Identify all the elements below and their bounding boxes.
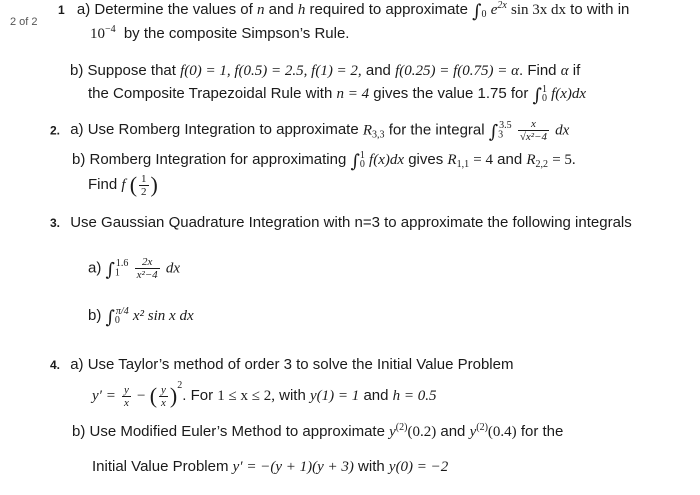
q2b-half-num: 1 xyxy=(141,172,147,185)
q1b-and: and xyxy=(365,62,391,79)
q1a-h: h xyxy=(297,2,306,18)
q3a-dx: dx xyxy=(165,260,181,277)
left-paren-icon: ( xyxy=(129,172,138,197)
q4b-and: and xyxy=(440,423,466,440)
q4a-ode-lhs: y′ = xyxy=(92,388,116,404)
q3b-prefix: b) xyxy=(88,307,102,324)
q4a-frac2-num: y xyxy=(161,383,166,396)
q2b-R11: R xyxy=(447,152,457,168)
integral-sign-icon: ∫ xyxy=(350,151,360,172)
q4b-y1: y xyxy=(389,424,396,440)
q2-line1 xyxy=(50,118,569,143)
q2a-lower: 3 xyxy=(498,129,504,141)
q4b-line1 xyxy=(72,422,563,441)
q4a-frac1 xyxy=(122,384,131,409)
q1a-sin: sin 3x dx xyxy=(510,2,566,18)
q2-number: 2. xyxy=(50,123,61,138)
q1a-text1: Determine the values of xyxy=(94,1,253,18)
q4a-range: 1 ≤ x ≤ 2, xyxy=(217,388,275,404)
q2b-integrand: f(x)dx xyxy=(369,152,405,168)
q1b-text3: if xyxy=(572,62,581,79)
q4a-frac2-den: x xyxy=(161,396,166,409)
q2b-R11-sub: 1,1 xyxy=(456,159,470,170)
q1-line2 xyxy=(90,24,349,43)
q1b-cond: f(0) = 1, f(0.5) = 2.5, f(1) = 2, xyxy=(180,63,362,79)
q1a-prefix: a) xyxy=(76,1,91,18)
q1b-cond2: f(0.25) = f(0.75) = α xyxy=(395,63,519,79)
q3a-num: 2x xyxy=(135,256,160,269)
q1b-alpha: α xyxy=(560,63,569,79)
q4a-ode-line xyxy=(92,380,437,409)
q2a-fraction xyxy=(518,118,549,143)
q2a-R: R xyxy=(362,122,373,139)
q1b-text5: gives the value 1.75 for xyxy=(373,85,529,102)
q2b-line1: b) Romberg Integration for approximating $\int_0^1$ f(x)dx gives $R_{1,1} = 4$ and $R_{2,2} = 5$. xyxy=(72,150,576,172)
q4b-text1: b) Use Modified Euler’s Method to approximate xyxy=(72,423,385,440)
q2b-and: and xyxy=(497,151,523,168)
q4b-text3: Initial Value Problem xyxy=(92,458,229,475)
q1b-n: n = 4 xyxy=(336,86,370,102)
q2b-text1: b) Romberg Integration for approximating xyxy=(72,151,347,168)
q2a-text2: for the integral xyxy=(388,121,485,139)
right-paren-icon: ) xyxy=(169,383,178,408)
q4a-with: with xyxy=(279,387,306,404)
q4b-y1-arg: (0.2) xyxy=(407,424,437,440)
q3b-lower: 0 xyxy=(114,315,120,326)
q3a-fraction xyxy=(135,256,160,281)
q4a-minus: − xyxy=(137,388,146,404)
q2a-R-sub: 3,3 xyxy=(372,129,385,141)
integral-sign-icon: ∫ xyxy=(105,259,115,281)
integral-sign-icon: ∫ xyxy=(105,307,115,328)
q4a-sq: 2 xyxy=(177,380,183,391)
right-paren-icon: ) xyxy=(150,172,158,197)
q3a-lower: 1 xyxy=(114,267,120,279)
q1a-n: n xyxy=(256,2,265,18)
q4b-ode: y′ = −(y + 1)(y + 3) xyxy=(232,459,354,475)
q2b-half xyxy=(139,173,149,198)
q2a-num: x xyxy=(518,118,549,131)
q2b-R22: R xyxy=(526,152,536,168)
q3a-den: x²−4 xyxy=(136,269,158,281)
q4-line1 xyxy=(50,356,513,373)
q3a-line xyxy=(88,256,180,281)
q3b-upper: π/4 xyxy=(115,306,129,317)
q1a-integrand: e xyxy=(490,2,498,18)
q2b-line2 xyxy=(88,172,158,198)
q1a-tol-exp: −4 xyxy=(105,24,116,35)
q2b-find: Find xyxy=(88,176,118,193)
q1a-exp: 2x xyxy=(497,0,507,11)
q4a-h: h = 0.5 xyxy=(392,388,437,404)
q4a-text: a) Use Taylor’s method of order 3 to solve the Initial Value Problem xyxy=(70,356,514,373)
q1b-line1 xyxy=(70,62,580,80)
q1b-text2: . Find xyxy=(519,62,557,79)
q2b-eq1: = 4 xyxy=(473,152,493,168)
q4b-text2: for the xyxy=(520,423,564,440)
q1b-line2: the Composite Trapezoidal Rule with n = 4 gives the value 1.75 for $\int_0^1$ f(x)dx xyxy=(88,84,587,106)
q1a-tol: 10 xyxy=(90,26,105,42)
q1-line1: 1 a) Determine the values of n and h required to approximate $\int_0$ $e^{2x}$ sin 3x dx to with in xyxy=(58,0,630,22)
q3a-upper: 1.6 xyxy=(115,258,129,270)
q1a-and: and xyxy=(268,1,294,18)
q4-number: 4. xyxy=(50,358,61,372)
q1b-text4: the Composite Trapezoidal Rule with xyxy=(88,85,333,102)
q4b-line2 xyxy=(92,458,448,476)
q2a-text1: a) Use Romberg Integration to approximate xyxy=(70,121,359,139)
q3b-integrand: x² sin x dx xyxy=(132,308,194,324)
integral-sign-icon: ∫ xyxy=(532,85,542,106)
q3-number: 3. xyxy=(50,216,61,230)
q2b-f: f xyxy=(121,177,126,193)
q2b-text2: gives xyxy=(408,151,444,168)
q4a-text2: . For xyxy=(182,387,214,404)
integral-sign-icon: ∫ xyxy=(488,121,499,143)
q2a-den: √x²−4 xyxy=(519,131,547,143)
q3-text: Use Gaussian Quadrature Integration with n=3 to approximate the following integrals xyxy=(70,214,632,231)
q3a-prefix: a) xyxy=(88,259,102,277)
q4b-y1-sup: (2) xyxy=(395,422,408,433)
q1b-integrand: f(x)dx xyxy=(551,86,587,102)
q1b-text1: Suppose that xyxy=(87,62,176,79)
q4a-init: y(1) = 1 xyxy=(310,388,360,404)
left-paren-icon: ( xyxy=(149,383,158,408)
q1b-prefix: b) xyxy=(70,62,84,79)
q2b-half-den: 2 xyxy=(141,185,147,198)
q4b-with: with xyxy=(358,458,385,475)
q1-number: 1 xyxy=(58,3,65,17)
q4a-and: and xyxy=(363,387,389,404)
q4b-init: y(0) = −2 xyxy=(388,459,449,475)
q4b-y2-arg: (0.4) xyxy=(487,424,517,440)
q3-line1 xyxy=(50,214,632,231)
q4a-frac1-num: y xyxy=(123,383,129,396)
q2a-dx: dx xyxy=(555,122,570,139)
q4b-y2-sup: (2) xyxy=(476,422,488,433)
q2b-eq2: = 5. xyxy=(552,152,576,168)
q1a-text3: to with in xyxy=(570,1,630,18)
integral-sign-icon: ∫ xyxy=(472,1,482,22)
q1a-text4: by the composite Simpson’s Rule. xyxy=(123,25,350,42)
q4b-y2: y xyxy=(469,424,477,440)
q4a-frac2 xyxy=(159,384,168,409)
q4a-frac1-den: x xyxy=(123,396,129,409)
q1a-text2: required to approximate xyxy=(309,1,468,18)
page-label: 2 of 2 xyxy=(10,16,38,28)
q2a-upper: 3.5 xyxy=(499,120,512,132)
q3b-line xyxy=(88,306,194,328)
q2b-R22-sub: 2,2 xyxy=(535,159,549,170)
